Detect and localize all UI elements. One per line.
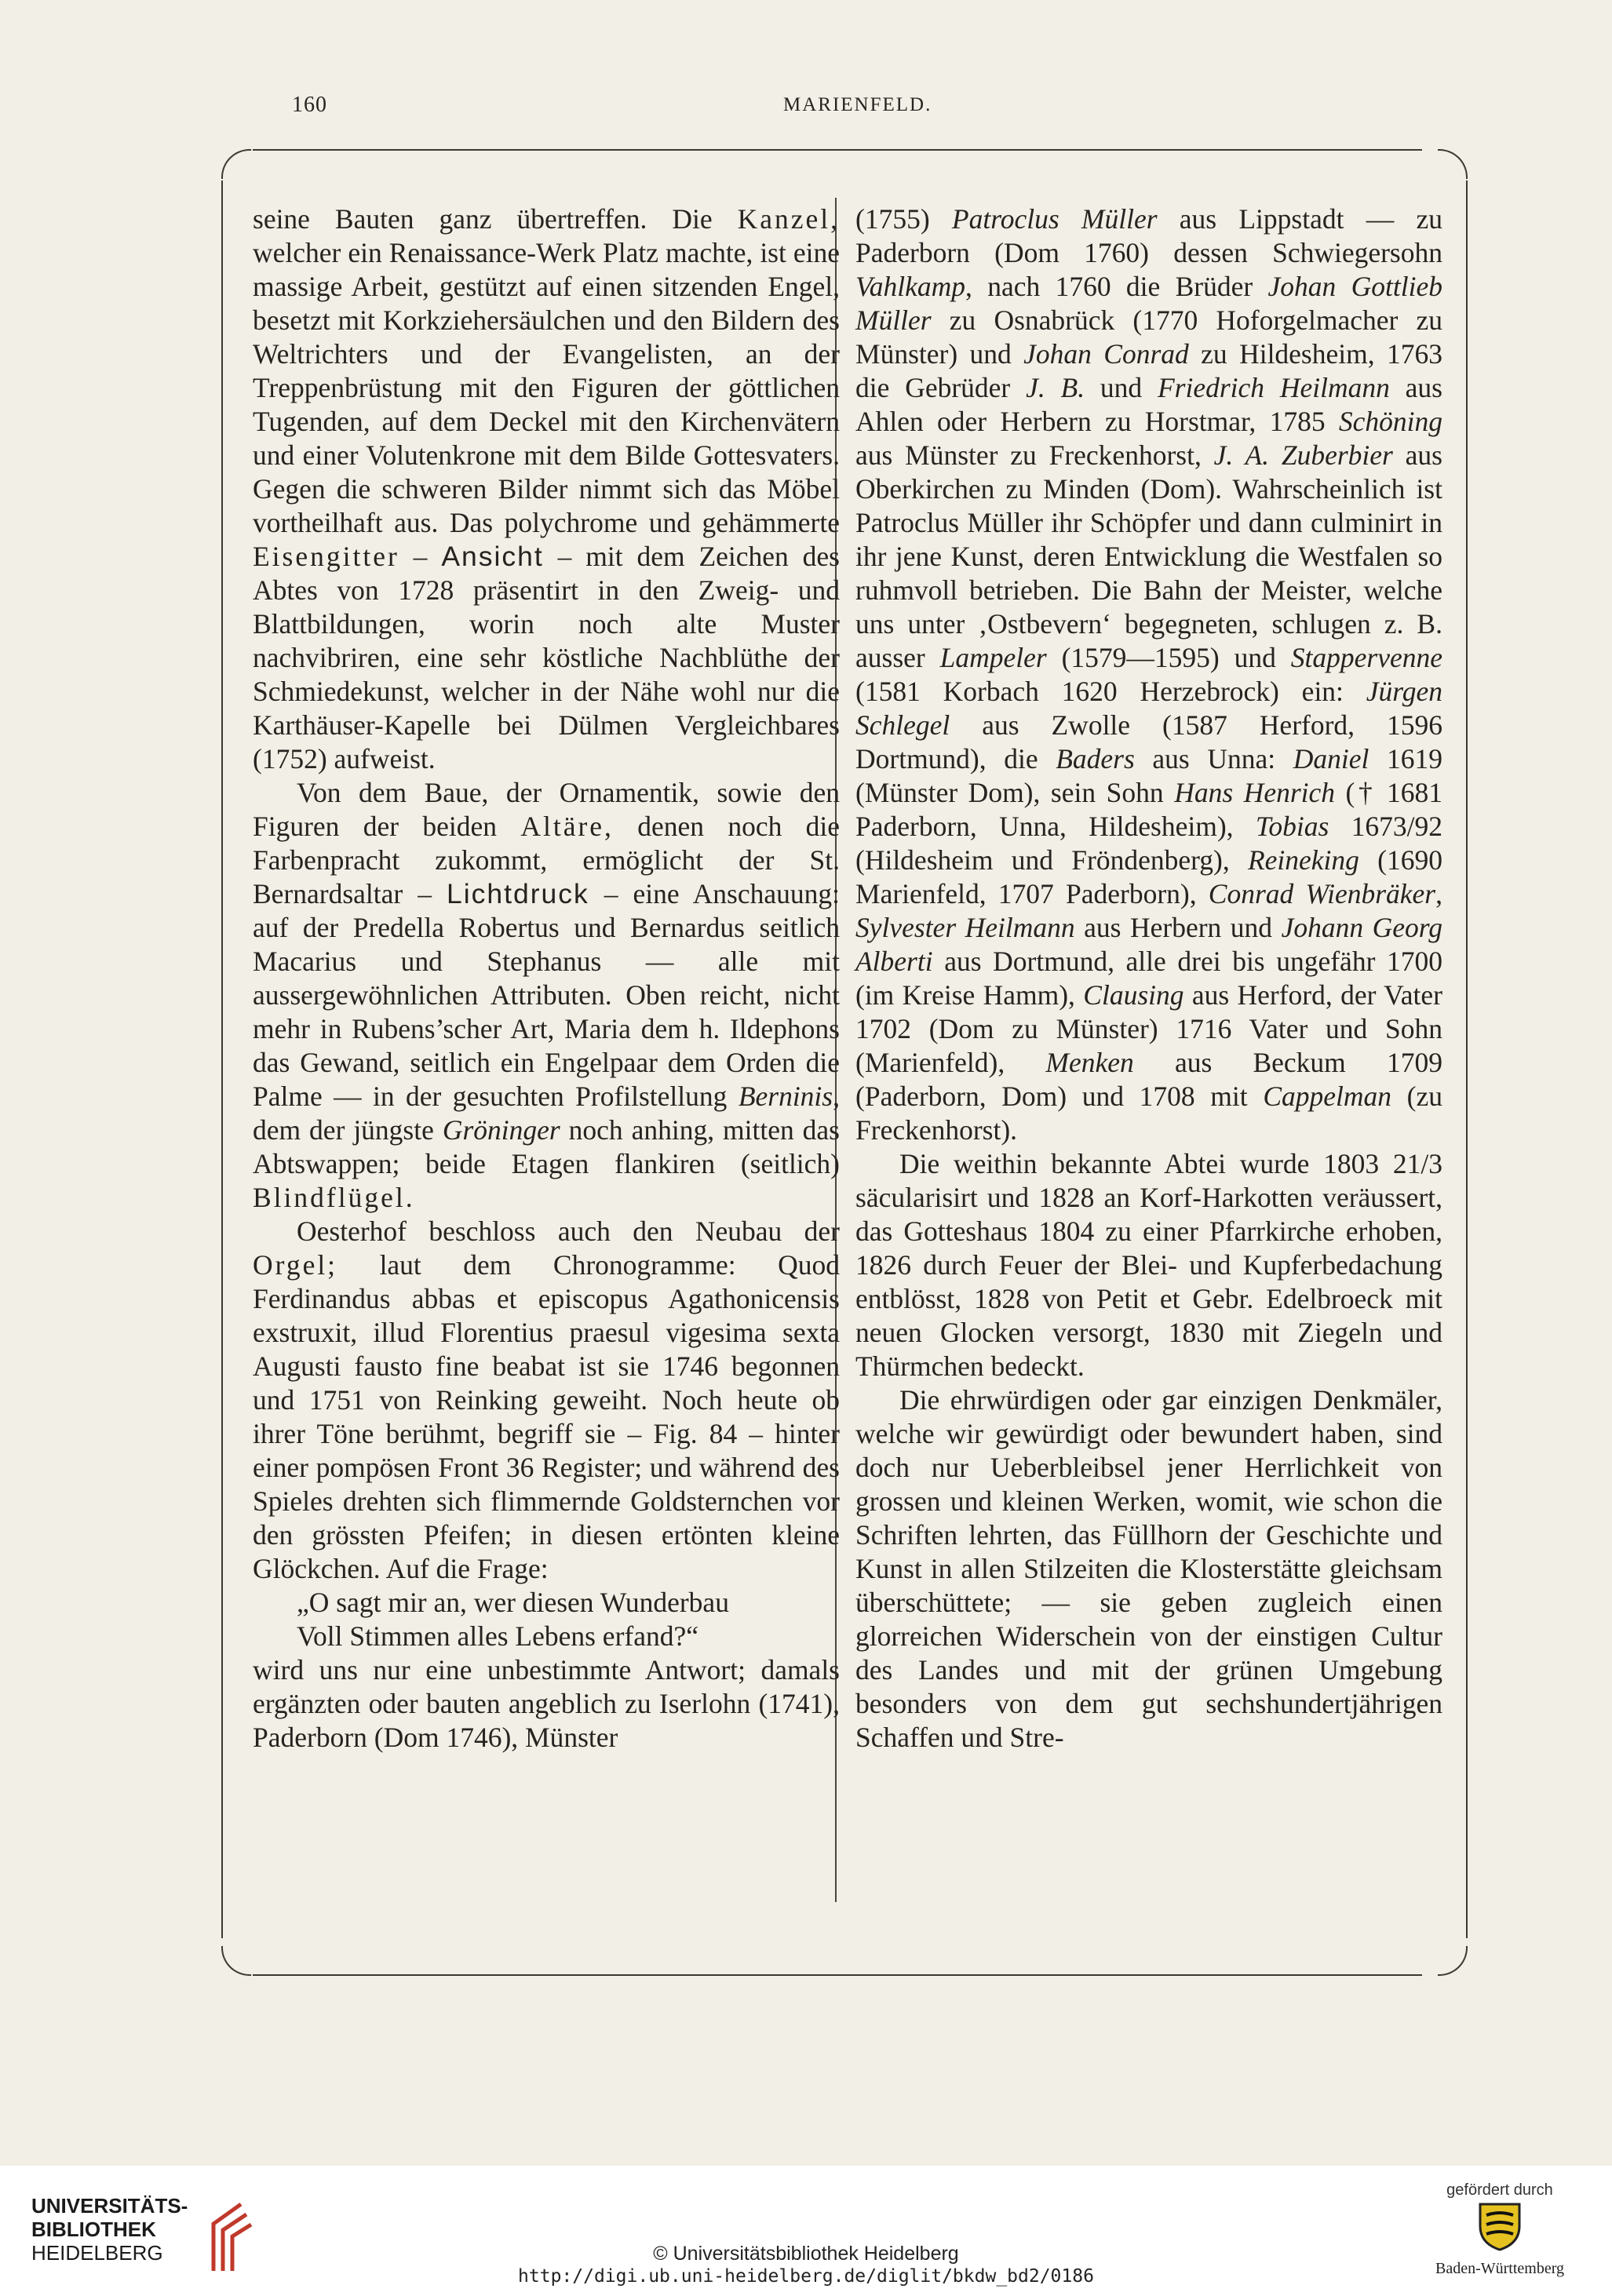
paragraph-secularisation: Die weithin bekannte Abtei wurde 1803 21/3 säcularisirt und 1828 an Korf-Harkotten veräussert, das Gotteshaus 1804 zu einer Pfarrkirche erhoben, 1826 durch Feuer der Blei- und Kupferbedachung entblösst, 1828 von Petit et Gebr. Edelbroeck mit neuen Glocken versorgt, 1830 mit Ziegeln und Thürmchen bedeckt. (855, 1148, 1442, 1382)
verse-line-1: „O sagt mir an, wer diesen Wunderbau (297, 1587, 729, 1618)
page-header (0, 93, 1612, 124)
paragraph-answer: wird uns nur eine unbestimmte Antwort; damals ergänzten oder bauten angeblich zu Iserlohn (1741), Paderborn (Dom 1746), Münster (253, 1654, 840, 1753)
paragraph-monuments: Die ehrwürdigen oder gar einzigen Denkmäler, welche wir gewürdigt oder bewundert haben, sind doch nur Ueberbleibsel jener Herrlichkeit von grossen und kleinen Werken, womit, wie schon die Schriften lehrten, das Füllhorn der Geschichte und Kunst in allen Stilzeiten die Klosterstätte gleichsam überschüttete; — sie geben zugleich einen glorreichen Widerschein von der einstigen Cultur des Landes und mit der grünen Umgebung besonders von dem gut sechshundertjährigen Schaffen und Stre- (855, 1384, 1442, 1753)
running-title: MARIENFELD. (783, 94, 932, 115)
paragraph-orgel: Oesterhof beschloss auch den Neubau der Orgel; laut dem Chronogramme: Quod Ferdinandus abbas et episcopus Agathonicensis exstruxit, illud Florentius praesul vigesima sexta Augusti fausto fine beabat ist sie 1746 begonnen und 1751 von Reinking geweiht. Noch heute ob ihrer Töne berühmt, begriff sie – Fig. 84 – hinter einer pompösen Front 36 Register; und während des Spieles drehten sich flimmernde Goldsternchen vor den grössten Pfeifen; in diesen ertönten kleine Glöckchen. Auf die Frage: (253, 1215, 840, 1584)
digitization-footer (0, 2166, 1612, 2296)
paragraph-altaere: Von dem Baue, der Ornamentik, sowie den Figuren der beiden Altäre, denen noch die Farbenpracht zukommt, ermöglicht der St. Bernardsaltar – Lichtdruck – eine Anschauung: auf der Predella Robertus und Bernardus seitlich Macarius und Stephanus — alle mit aussergewöhnlichen Attributen. Oben reicht, nicht mehr in Rubens’scher Art, Maria dem h. Ildephons das Gewand, seitlich ein Engelpaar dem Orden die Palme — in der gesuchten Profilstellung Berninis, dem der jüngste Gröninger noch anhing, mitten das Abtswappen; beide Etagen flankiren (seitlich) Blindflügel. (253, 777, 841, 1213)
sponsor-name: Baden-Württemberg (1435, 2260, 1564, 2277)
state-coat-of-arms-icon (1472, 2199, 1527, 2253)
page-number: 160 (292, 93, 327, 117)
verse-line-2: Voll Stimmen alles Lebens erfand?“ (297, 1620, 698, 1652)
paragraph-kanzel: seine Bauten ganz übertreffen. Die Kanzel, welcher ein Renaissance-Werk Platz machte, ist eine massige Arbeit, gestützt auf einen sitzenden Engel, besetzt mit Korkziehersäulchen und den Bildern des Weltrichters und der Evangelisten, an der Treppenbrüstung mit den Figuren der göttlichen Tugenden, auf dem Deckel mit den Kirchenvätern und einer Volutenkrone mit dem Bilde Gottesvaters. Gegen die schweren Bilder nimmt sich das Möbel vortheilhaft aus. Das polychrome und gehämmerte Eisengitter – Ansicht – mit dem Zeichen des Abtes von 1728 präsentirt in den Zweig- und Blattbildungen, worin noch alte Muster nachvibriren, eine sehr köstliche Nachblüthe der Schmiedekunst, welcher in der Nähe wohl nur die Karthäuser-Kapelle bei Dülmen Vergleichbares (1752) aufweist. (253, 203, 840, 774)
copyright-notice: © Universitätsbibliothek Heidelberg (653, 2243, 959, 2265)
library-name: UNIVERSITÄTS- BIBLIOTHEK HEIDELBERG (31, 2194, 188, 2265)
sponsor-label: gefördert durch (1446, 2181, 1553, 2199)
right-column (855, 202, 1442, 1755)
left-column (253, 202, 840, 1755)
sponsor-block (1417, 2181, 1582, 2278)
permalink[interactable]: http://digi.ub.uni-heidelberg.de/diglit/bkdw_bd2/0186 (518, 2266, 1094, 2287)
paragraph-organ-builders: (1755) Patroclus Müller aus Lippstadt — zu Paderborn (Dom 1760) dessen Schwiegersohn Vahlkamp, nach 1760 die Brüder Johan Gottlieb Müller zu Osnabrück (1770 Hoforgelmacher zu Münster) und Johan Conrad zu Hildesheim, 1763 die Gebrüder J. B. und Friedrich Heilmann aus Ahlen oder Herbern zu Horstmar, 1785 Schöning aus Münster zu Freckenhorst, J. A. Zuberbier aus Oberkirchen zu Minden (Dom). Wahrscheinlich ist Patroclus Müller ihr Schöpfer und dann culminirt in ihr jene Kunst, deren Entwicklung die Westfalen so ruhmvoll betrieben. Die Bahn der Meister, welche uns unter ‚Ostbevern‘ begegneten, schlugen z. B. ausser Lampeler (1579—1595) und Stappervenne (1581 Korbach 1620 Herzebrock) ein: Jürgen Schlegel aus Zwolle (1587 Herford, 1596 Dortmund), die Baders aus Unna: Daniel 1619 (Münster Dom), sein Sohn Hans Henrich († 1681 Paderborn, Unna, Hildesheim), Tobias 1673/92 (Hildesheim und Fröndenberg), Reineking (1690 Marienfeld, 1707 Paderborn), Conrad Wienbräker, Sylvester Heilmann aus Herbern und Johann Georg Alberti aus Dortmund, alle drei bis ungefähr 1700 (im Kreise Hamm), Clausing aus Herford, der Vater 1702 (Dom zu Münster) 1716 Vater und Sohn (Marienfeld), Menken aus Beckum 1709 (Paderborn, Dom) und 1708 mit Cappelman (zu Freckenhorst). (855, 203, 1443, 1146)
